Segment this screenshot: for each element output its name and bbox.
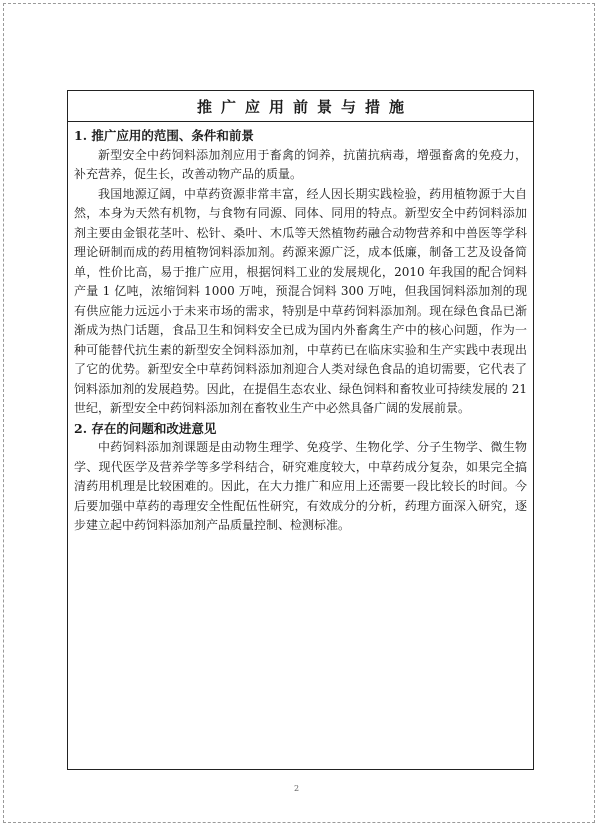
- paragraph: 新型安全中药饲料添加剂应用于畜禽的饲养，抗菌抗病毒，增强畜禽的免疫力，补充营养，促生长，改善动物产品的质量。: [74, 147, 527, 181]
- paragraph: 我国地源辽阔，中草药资源非常丰富，经人因长期实践检验，药用植物源于大自然，本身为天然有机物，与食物有同源、同体、同用的特点。新型安全中药饲料添加剂主要由金银花茎叶、松针、桑叶、木瓜等天然植物药融合动物营养和中兽医等学科理论研制而成的药用植物饲料添加剂。药源来源广泛，成本低廉，制备工艺及设备简单，性价比高，易于推广应用，根据饲料工业的发展规化，2010 年我国的配合饲料产量 1 亿吨，浓缩饲料 1000 万吨，预混合饲料 300 万吨，但我国饲料添加剂的现有供应能力远远小于未来市场的需求，特别是中草药饲料添加剂。现在绿色食品已渐渐成为热门话题，食品卫生和饲料安全已成为国内外畜禽生产中的核心问题，作为一种可能替代抗生素的新型安全饲料添加剂，中草药已在临床实验和生产实践中表现出了它的优势。新型安全中草药饲料添加剂迎合人类对绿色食品的追切需要，它代表了饲料添加剂的发展趋势。因此，在提倡生态农业、绿色饲料和畜牧业可持续发展的 21 世纪，新型安全中药饲料添加剂在畜牧业生产中必然具备广阔的发展前景。: [74, 186, 527, 415]
- title-row: [68, 91, 533, 122]
- page-number: 2: [294, 784, 300, 793]
- page-title: 推广应用前景与措施: [196, 97, 413, 116]
- section-heading-2: 2. 存在的问题和改进意见: [74, 420, 217, 436]
- form-table: [67, 90, 534, 770]
- section-heading-1: 1. 推广应用的范围、条件和前景: [74, 128, 254, 143]
- paragraph: 中药饲料添加剂课题是由动物生理学、免疫学、生物化学、分子生物学、微生物学、现代医学及营养学等多学科结合，研究难度较大，中草药成分复杂，如果完全搞清药用机理是比较困难的。因此，在大力推广和应用上还需要一段比较长的时间。今后要加强中草药的毒理安全性配伍性研究，有效成分的分析，药理方面深入研究，逐步建立起中药饲料添加剂产品质量控制、检测标准。: [74, 440, 527, 532]
- content-cell: [68, 122, 533, 536]
